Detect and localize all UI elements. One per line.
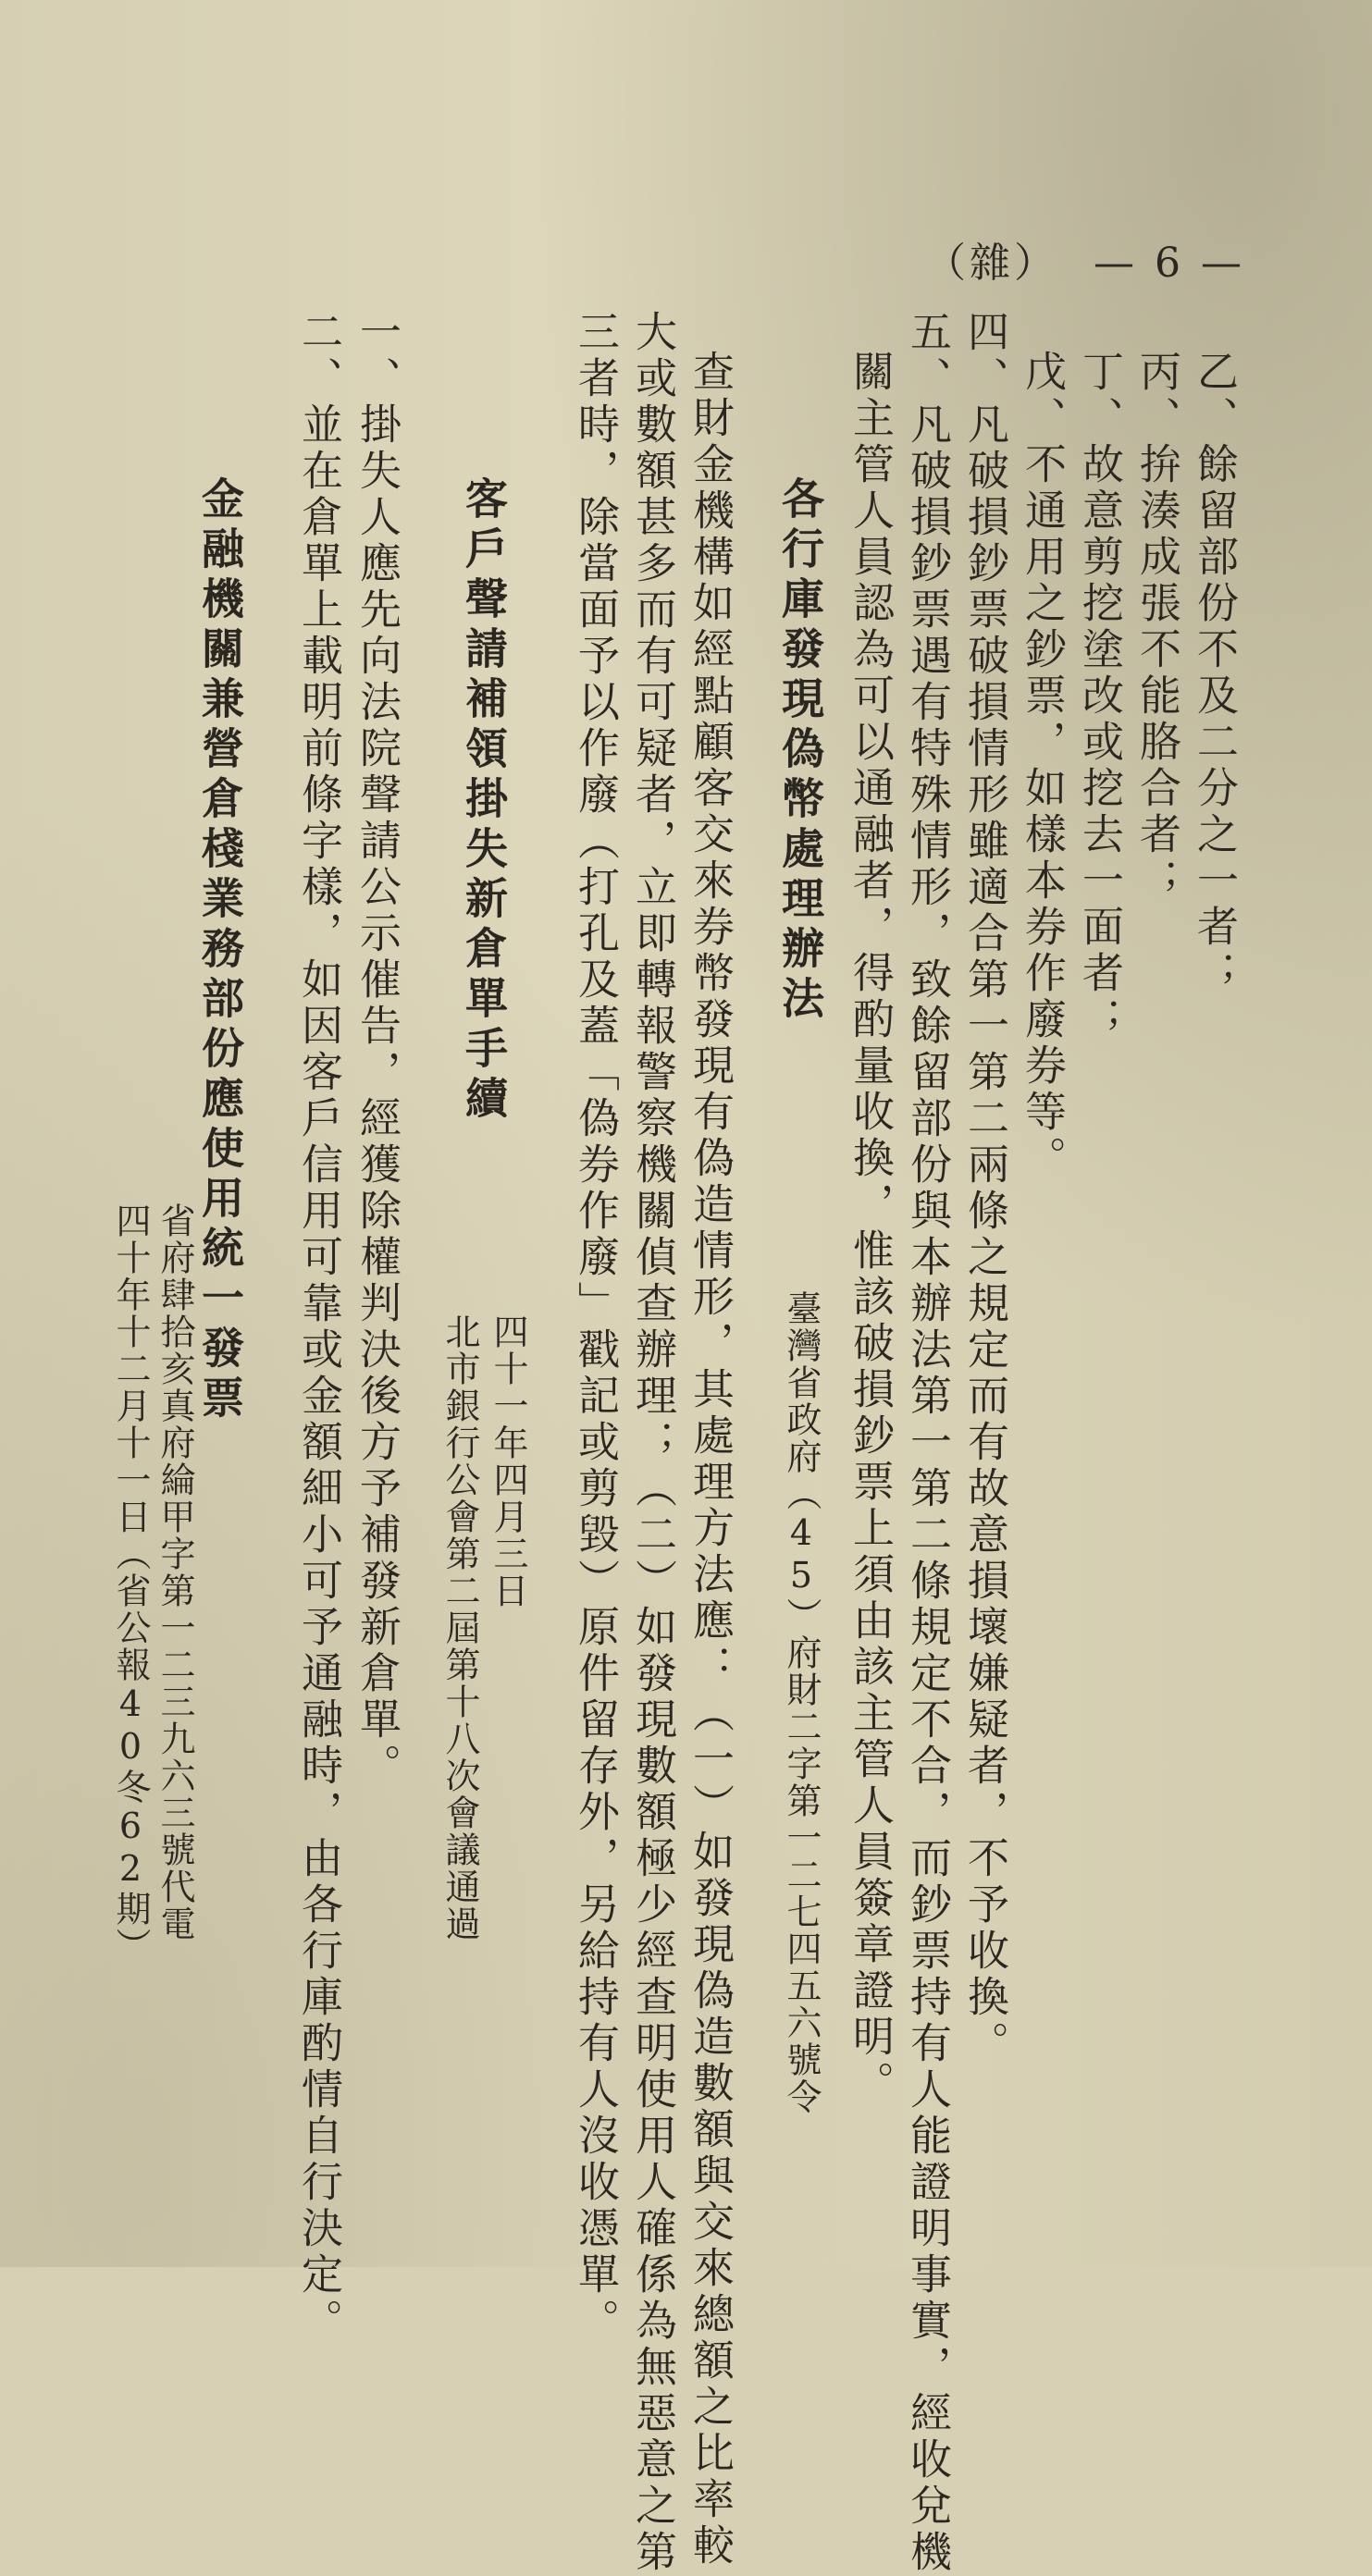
line-yi: 乙、餘留部份不及二分之一者； — [1190, 350, 1239, 997]
section3-source-telegram: 省府肆拾亥真府綸甲字第一二三九六三號代電 — [155, 1202, 195, 1942]
section2-item2: 二、並在倉單上載明前條字樣，如因客戶信用可靠或金額細小可予通融時，由各行庫酌情自行決定。 — [294, 310, 343, 2345]
section1-para3: 三者時，除當面予以作廢（打孔及蓋「偽券作廢」戳記或剪毀）原件留存外，另給持有人沒收憑單。 — [571, 310, 620, 2345]
section1-para1: 查財金機構如經點顧客交來券幣發現有偽造情形，其處理方法應：（一）如發現偽造數額與交來總額之比率較 — [686, 350, 735, 2570]
section2-source-date: 四十一年四月三日 — [488, 1313, 528, 1609]
page-header — [925, 229, 1245, 289]
section1-title: 各行庫發現偽幣處理辦法 — [775, 476, 825, 1026]
section2-source-meeting: 北市銀行公會第二屆第十八次會議通過 — [439, 1313, 480, 1942]
section1-source: 臺灣省政府（45）府財二字第一二七四五六號令 — [781, 1290, 822, 2115]
section3-title: 金融機關兼營倉棧業務部份應使用統一發票 — [195, 476, 245, 1425]
line-item5-cont: 關主管人員認為可以通融者，得酌量收換，惟該破損鈔票上須由該主管人員簽章證明。 — [846, 350, 895, 2107]
line-wu: 戊、不通用之鈔票，如樣本券作廢券等。 — [1018, 350, 1067, 1182]
line-bing: 丙、拚湊成張不能胳合者； — [1132, 350, 1181, 905]
section3-source-date: 四十年十二月十一日（省公報40冬62期） — [110, 1202, 151, 1965]
section2-title: 客戶聲請補領掛失新倉單手續 — [459, 476, 509, 1126]
line-item5: 五、凡破損鈔票遇有特殊情形，致餘留部份與本辦法第一第二條規定不合，而鈔票持有人能證明事實，經收兌機 — [903, 310, 952, 2576]
line-item4: 四、凡破損鈔票破損情形雖適合第一第二兩條之規定而有故意損壞嫌疑者，不予收換。 — [960, 310, 1009, 2067]
section2-item1: 一、掛失人應先向法院聲請公示催告，經獲除權判決後方予補發新倉單。 — [352, 310, 402, 1790]
page-number: — 6 — — [1094, 240, 1245, 287]
header-label: （雜） — [925, 240, 1058, 287]
line-ding: 丁、故意剪挖塗改或挖去一面者； — [1075, 350, 1124, 1043]
section1-para2: 大或數額甚多而有可疑者，立即轉報警察機關偵查辦理；（二）如發現數額極少經查明使用人確係為無惡意之第 — [628, 310, 677, 2576]
